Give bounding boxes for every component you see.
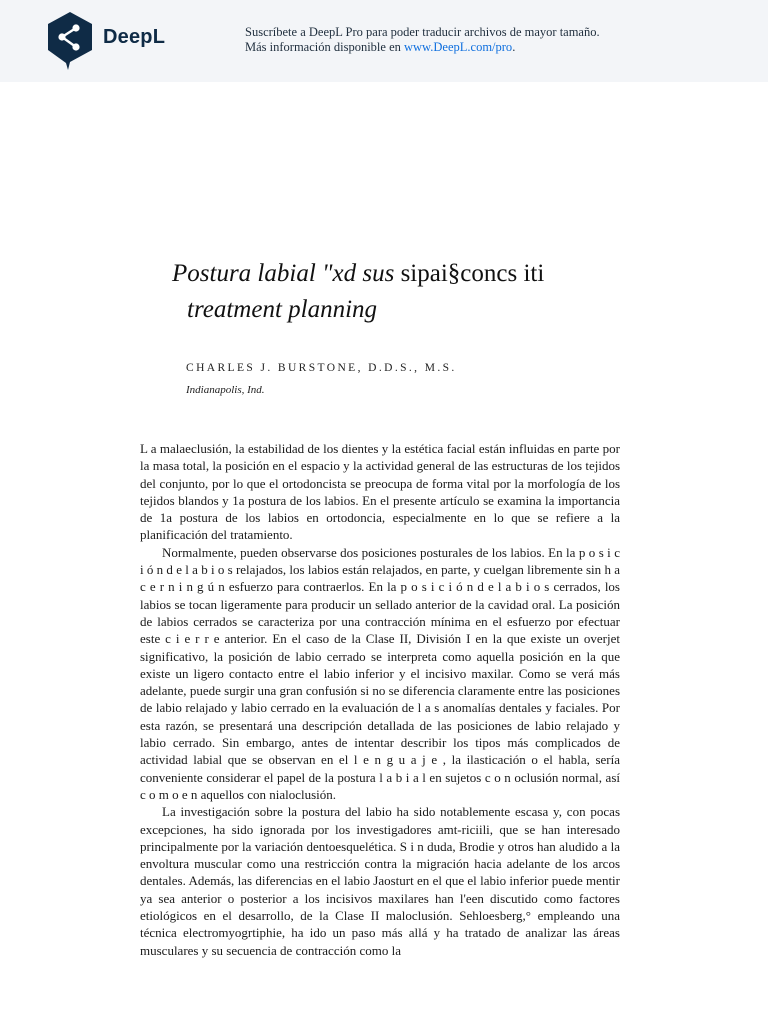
article-body — [140, 440, 620, 959]
promo-line-2-suffix: . — [512, 40, 516, 54]
title-line-1-rest: sipai§concs iti — [394, 260, 545, 287]
pro-subscription-notice — [245, 25, 600, 55]
title-line-1 — [172, 260, 544, 287]
body-paragraph-2: Normalmente, pueden observarse dos posiciones posturales de los labios. En la p o s i c i ó n d e l a b i o s relajados, los labios están relajados, en parte, y cuelgan libremente sin h a c e r n i n g ú n esfuerzo para contraerlos. En la p o s i c i ó n d e l a b i o s cerrados, los labios se tocan ligeramente para producir un sellado anterior de la cavidad oral. La posición de labios cerrados se caracteriza por una contracción mínima en el esfuerzo por efectuar este c i e r r e anterior. En el caso de la Clase II, División I en la que existe un overjet significativo, la posición de labio cerrado se interpreta como aquella posición en la que existe un ligero contacto entre el labio inferior y el incisivo maxilar. Como se verá más adelante, puede surgir una gran confusión si no se diferencia claramente entre las posiciones de labio relajado y labio cerrado en la evaluación de l a s anomalías dentales y faciales. Por esta razón, se presentará una descripción detallada de las posiciones de labio relajado y labio cerrado. Sin embargo, antes de intentar describir los tipos más complicados de actividad labial que se observan en el l e n g u a j e , la ilasticación o el habla, sería conveniente considerar el papel de la postura l a b i a l en sujetos c o n oclusión normal, así c o m o e n aquellos con nialoclusión. — [140, 544, 620, 802]
deepl-pro-link[interactable]: www.DeepL.com/pro — [404, 40, 513, 54]
article-title — [172, 256, 544, 328]
deepl-logo-icon[interactable] — [45, 10, 95, 72]
deepl-logo-text: DeepL — [103, 26, 166, 48]
deepl-banner — [0, 0, 768, 82]
body-paragraph-1: L a malaeclusión, la estabilidad de los dientes y la estética facial están influidas en parte por la masa total, la posición en el espacio y la actividad general de las estructuras de los tejidos del conjunto, por lo que el ortodoncista se preocupa de forma vital por la morfología de los tejidos blandos y 1a postura de los labios. En el presente artículo se examina la importancia de 1a postura de los labios en ortodoncia, especialmente en lo que se refiere a la planificación del tratamiento. — [140, 441, 620, 543]
promo-line-2 — [245, 40, 600, 55]
author-name: CHARLES J. BURSTONE, D.D.S., M.S. — [186, 362, 457, 374]
body-paragraph-3: La investigación sobre la postura del labio ha sido notablemente escasa y, con pocas excepciones, ha sido ignorada por los investigadores amt-riciili, que se han interesado principalmente por la variación dentoesquelética. S i n duda, Brodie y otros han aludido a la envoltura muscular como una restricción contra la migración hacia adelante de los arcos dentales. Además, las diferencias en el labio Jaosturt en el que el labio inferior puede mentir ya sea anterior o posterior a los incisivos maxilares han l'een discutido como factores etiológicos en el desarrollo, de la Clase II maloclusión. Sehloesberg,° empleando una técnica electromyogrtiphie, ha ido un paso más allá y ha tratado de analizar las áreas musculares y su secuencia de contracción como la — [140, 804, 620, 958]
author-affiliation: Indianapolis, Ind. — [186, 384, 265, 396]
title-line-1-italic: Postura labial "xd sus — [172, 260, 395, 287]
title-line-2: treatment planning — [187, 296, 378, 323]
promo-line-2-prefix: Más información disponible en — [245, 40, 404, 54]
promo-line-1: Suscríbete a DeepL Pro para poder traducir archivos de mayor tamaño. — [245, 25, 600, 39]
